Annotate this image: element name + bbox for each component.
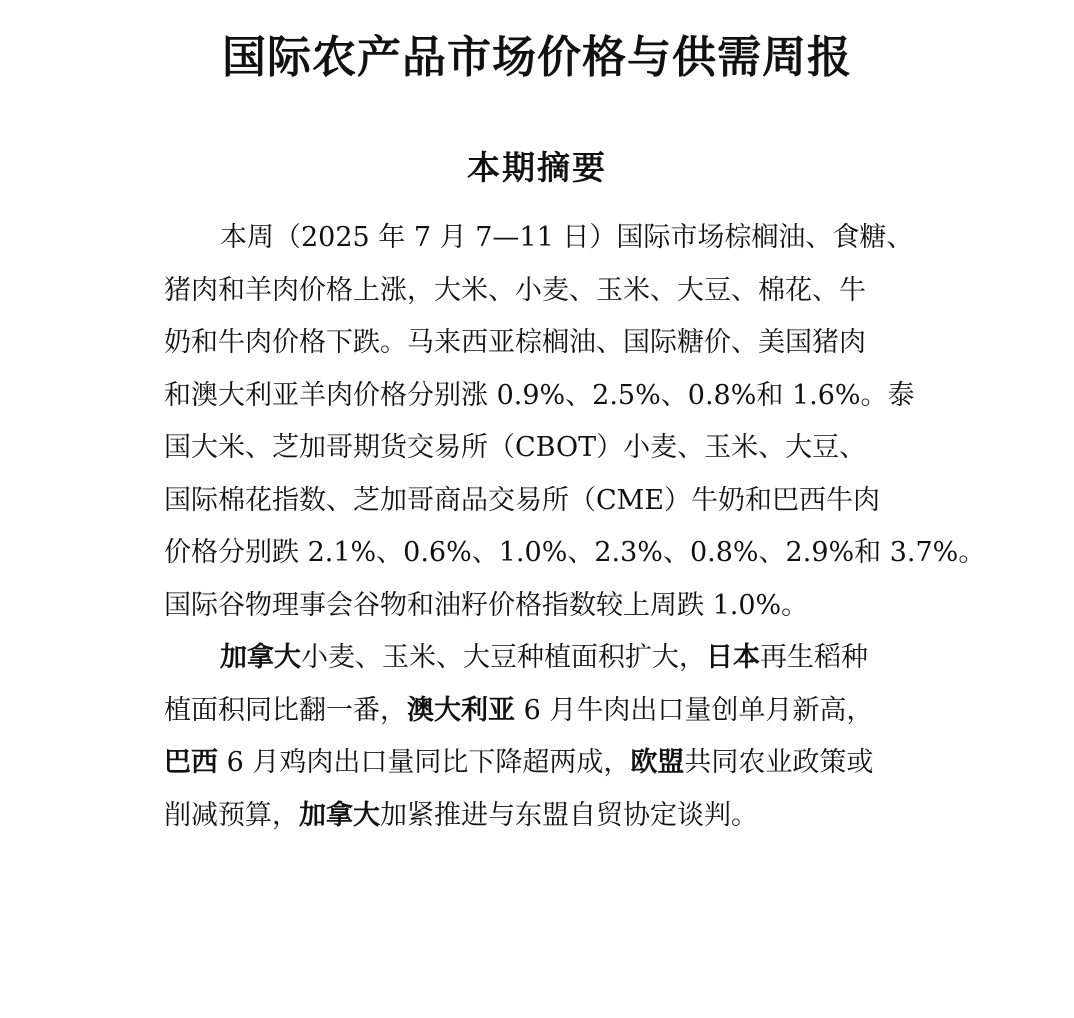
summary-body — [164, 212, 986, 842]
text-fragment: 植面积同比翻一番， — [164, 694, 407, 726]
document-title: 国际农产品市场价格与供需周报 — [222, 32, 852, 83]
text-fragment: 削减预算， — [164, 799, 299, 831]
country-name-bold: 加拿大 — [299, 799, 380, 831]
text-fragment: 6 月牛肉出口量创单月新高， — [515, 694, 874, 726]
country-name-bold: 加拿大 — [220, 642, 301, 673]
text-line: 国际谷物理事会谷物和油籽价格指数较上周跌 1.0%。 — [164, 589, 809, 621]
text-fragment: 6 月鸡肉出口量同比下降超两成， — [218, 747, 631, 778]
text-line: 国际棉花指数、芝加哥商品交易所（CME）牛奶和巴西牛肉 — [164, 484, 881, 516]
text-line: 奶和牛肉价格下跌。马来西亚棕榈油、国际糖价、美国猪肉 — [164, 327, 866, 358]
text-fragment: 再生稻种 — [760, 642, 868, 673]
country-name-bold: 澳大利亚 — [407, 694, 515, 726]
summary-paragraph-prices — [164, 212, 986, 632]
country-name-bold: 欧盟 — [630, 747, 685, 778]
text-line: 国大米、芝加哥期货交易所（CBOT）小麦、玉米、大豆、 — [164, 432, 867, 463]
text-line — [164, 790, 916, 843]
text-fragment: 共同农业政策或 — [684, 747, 874, 778]
country-name-bold: 巴西 — [164, 747, 218, 778]
text-line: 本周（2025 年 7 月 7—11 日）国际市场棕榈油、食糖、 — [220, 222, 914, 253]
text-fragment: 加紧推进与东盟自贸协定谈判。 — [380, 799, 758, 831]
text-line — [164, 685, 916, 738]
text-line: 猪肉和羊肉价格上涨，大米、小麦、玉米、大豆、棉花、牛 — [164, 274, 866, 306]
text-line — [164, 632, 916, 685]
section-title: 本期摘要 — [467, 148, 607, 187]
text-line: 价格分别跌 2.1%、0.6%、1.0%、2.3%、0.8%、2.9%和 3.7%。 — [164, 537, 986, 568]
summary-paragraph-supply — [164, 632, 916, 842]
country-name-bold: 日本 — [706, 642, 760, 673]
text-line: 和澳大利亚羊肉价格分别涨 0.9%、2.5%、0.8%和 1.6%。泰 — [164, 379, 915, 411]
text-line — [164, 737, 916, 790]
text-fragment: 小麦、玉米、大豆种植面积扩大， — [301, 642, 706, 673]
